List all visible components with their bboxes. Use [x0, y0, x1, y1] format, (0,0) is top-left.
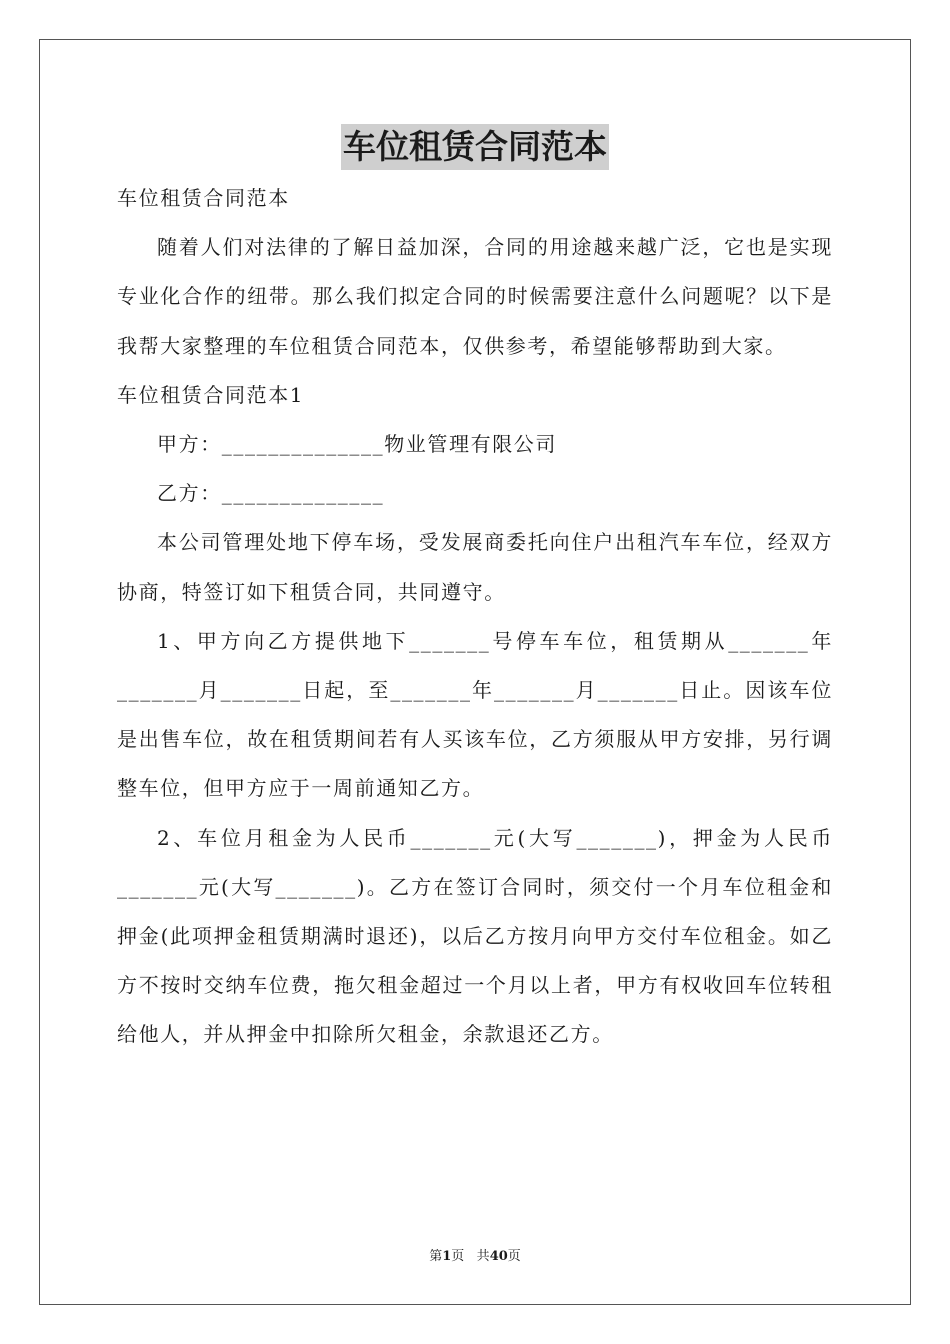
paragraph-section-heading: 车位租赁合同范本1 — [117, 382, 305, 407]
footer-total-prefix: 共 — [476, 1249, 490, 1264]
title-container — [0, 124, 950, 170]
document-title: 车位租赁合同范本 — [341, 124, 609, 170]
footer-page-suffix: 页 — [451, 1249, 465, 1264]
paragraph-intro: 随着人们对法律的了解日益加深，合同的用途越来越广泛，它也是实现专业化合作的纽带。那么我们拟定合同的时候需要注意什么问题呢？以下是我帮大家整理的车位租赁合同范本，仅供参考，希望能够帮助到大家。 — [117, 235, 833, 358]
paragraph-preamble: 本公司管理处地下停车场，受发展商委托向住户出租汽车车位，经双方协商，特签订如下租赁合同，共同遵守。 — [117, 530, 833, 604]
footer-total-suffix: 页 — [507, 1249, 521, 1264]
paragraph-party-b: 乙方：______________ — [157, 481, 385, 506]
footer-page-number: 1 — [442, 1249, 452, 1264]
footer-total-pages: 40 — [489, 1249, 508, 1264]
paragraph-clause-1: 1、甲方向乙方提供地下_______号停车车位，租赁期从_______年_______月_______日起，至_______年_______月_______日止。因该车位是出售车位，故在租赁期间若有人买该车位，乙方须服从甲方安排，另行调整车位，但甲方应于一周前通知乙方。 — [117, 628, 833, 801]
paragraph-clause-2: 2、车位月租金为人民币_______元(大写_______)，押金为人民币_______元(大写_______)。乙方在签订合同时，须交付一个月车位租金和押金(此项押金租赁期满时退还)，以后乙方按月向甲方交付车位租金。如乙方不按时交纳车位费，拖欠租金超过一个月以上者，甲方有权收回车位转租给他人，并从押金中扣除所欠租金，余款退还乙方。 — [117, 825, 833, 1047]
page-footer — [0, 1245, 950, 1264]
paragraph-party-a: 甲方：______________物业管理有限公司 — [157, 432, 557, 457]
footer-page-prefix: 第 — [429, 1249, 443, 1264]
document-body — [117, 174, 833, 1060]
paragraph-subtitle: 车位租赁合同范本 — [117, 186, 290, 210]
